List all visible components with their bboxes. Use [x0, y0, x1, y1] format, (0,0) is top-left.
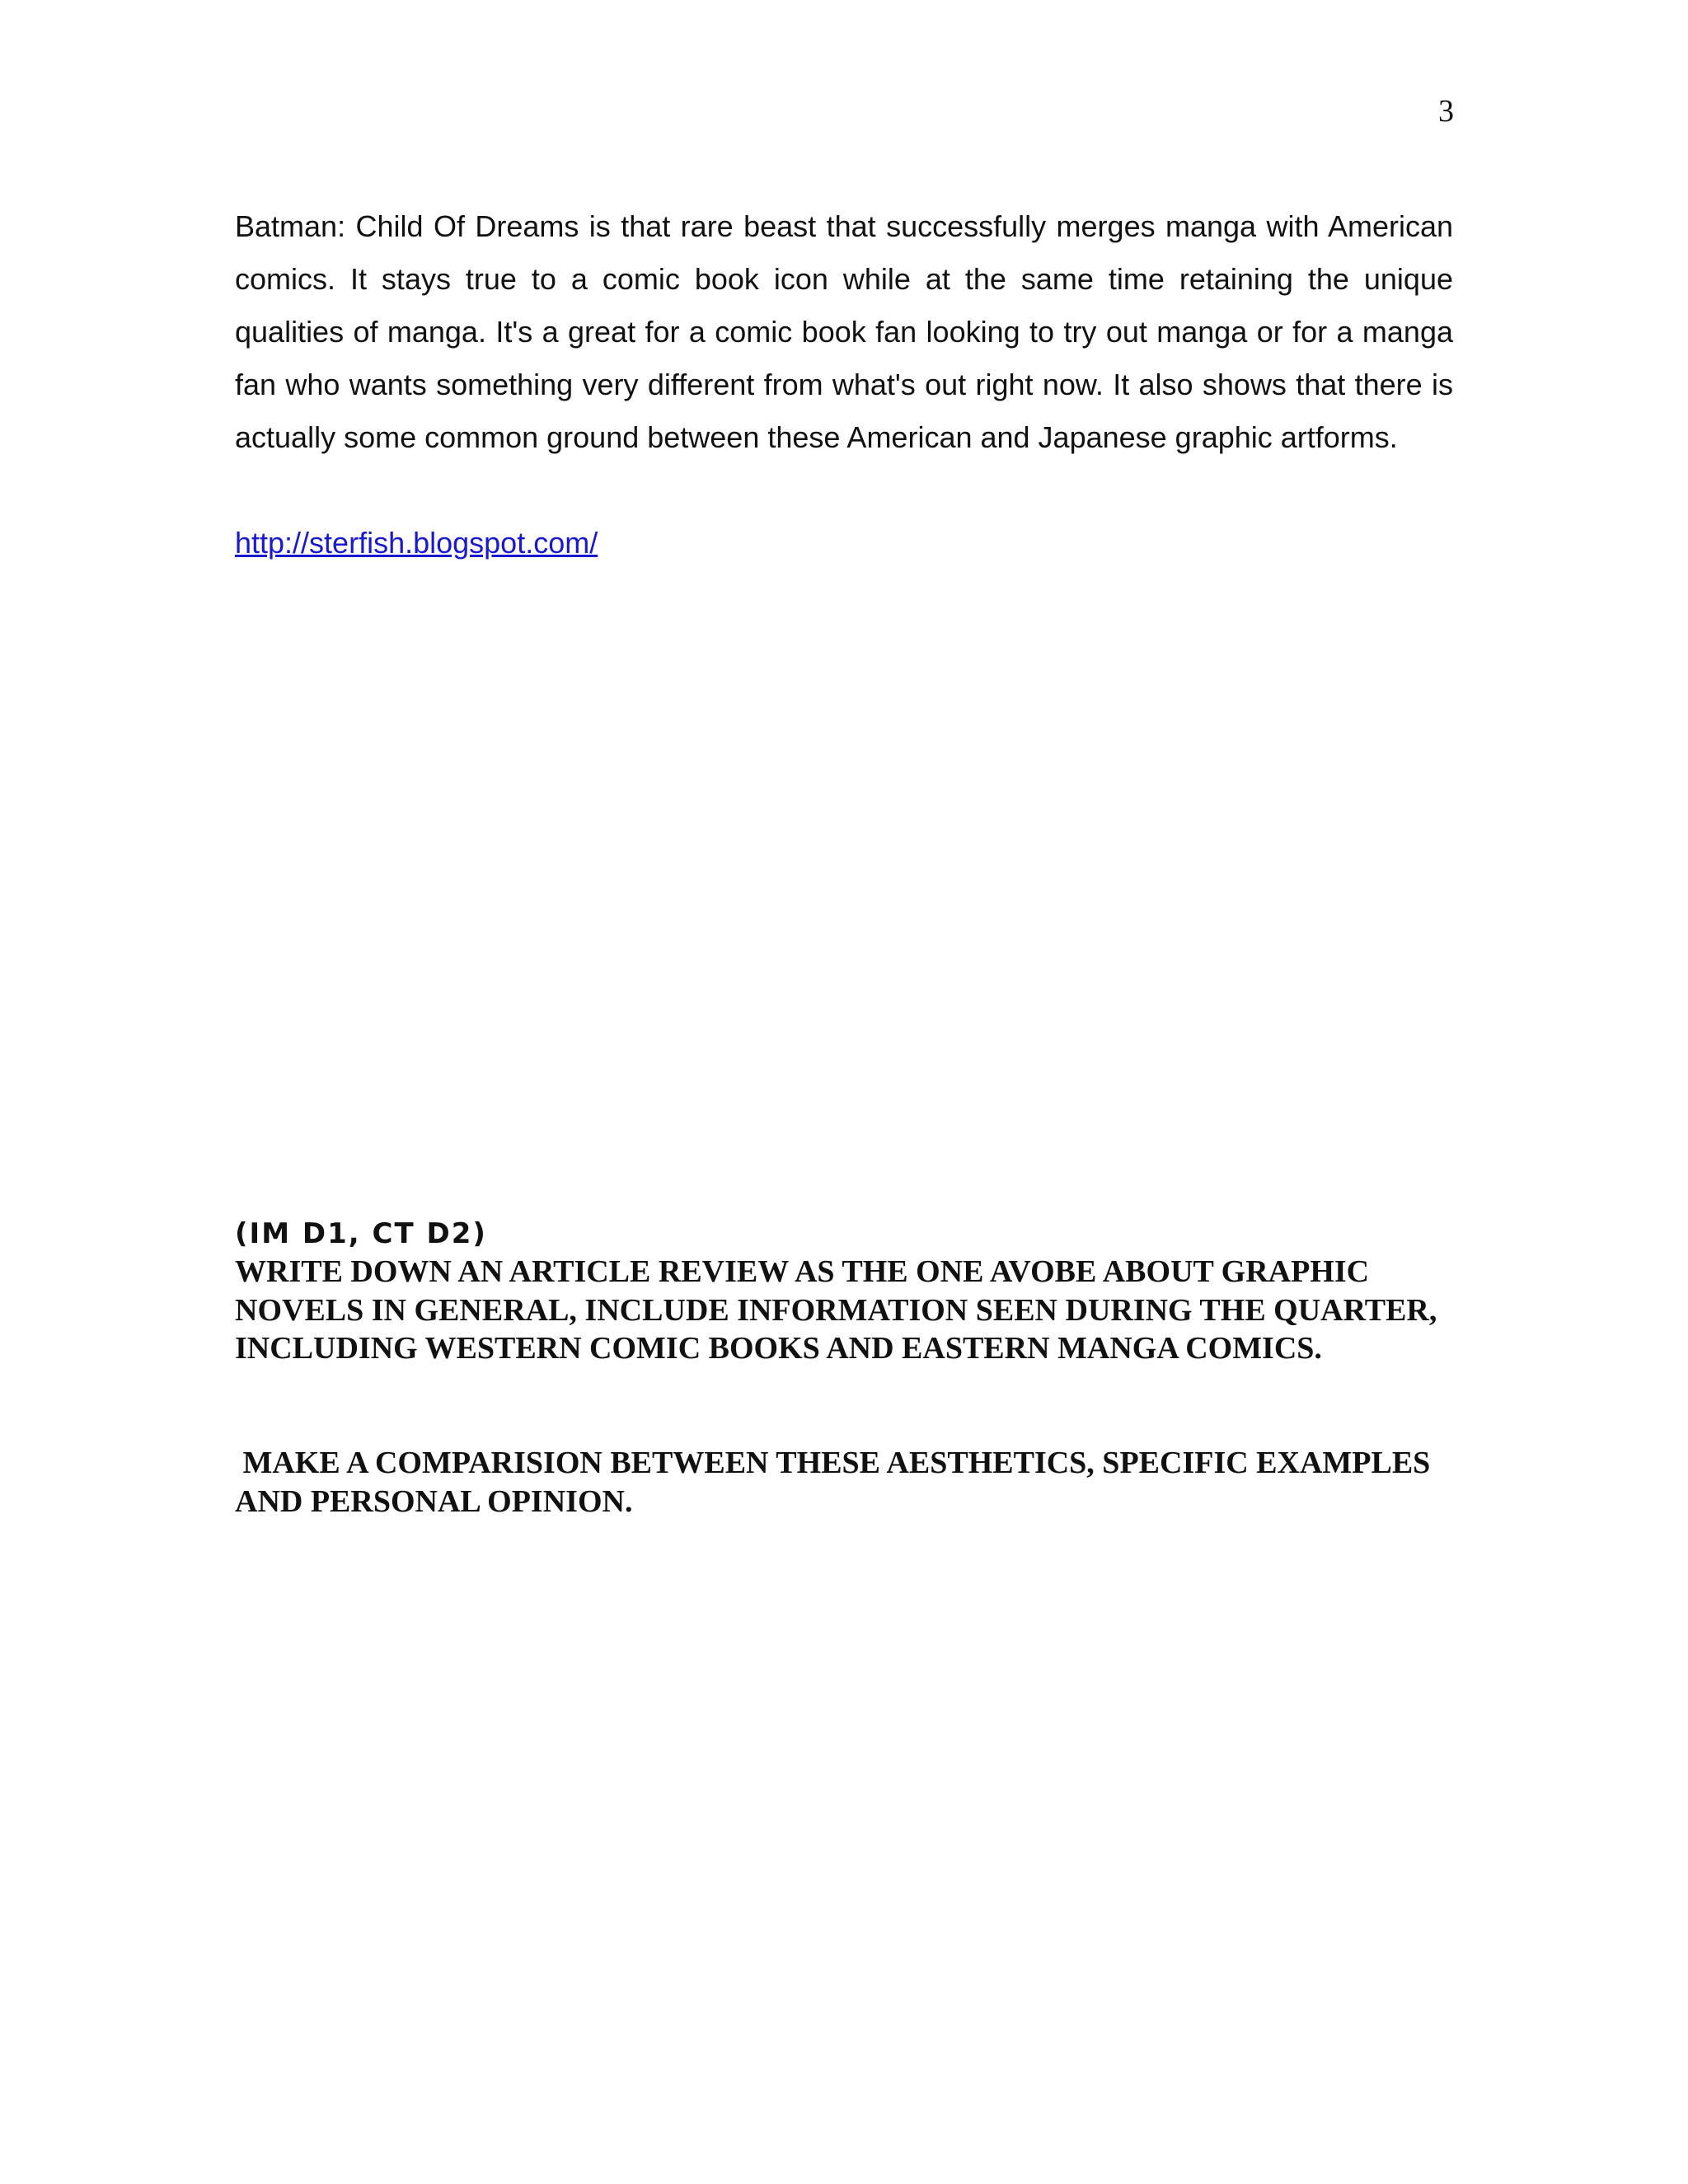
- article-paragraph: Batman: Child Of Dreams is that rare beast that successfully merges manga with American comics. It stays true to a comic book icon while at the same time retaining the unique qualities of manga. It's a great for a comic book fan looking to try out manga or for a manga fan who wants something very different from what's out right now. It also shows that there is actually some common ground between these American and Japanese graphic artforms.: [235, 209, 1453, 454]
- assignment-instruction-review: WRITE DOWN AN ARTICLE REVIEW AS THE ONE AVOBE ABOUT GRAPHIC NOVELS IN GENERAL, INCLUDE INFORMATION SEEN DURING THE QUARTER, INCLUDING WESTERN COMIC BOOKS AND EASTERN MANGA COMICS.: [235, 1254, 1437, 1366]
- page-number: 3: [1438, 94, 1454, 129]
- assignment-code: (IM D1, CT D2): [235, 1217, 487, 1250]
- assignment-instruction-comparison: MAKE A COMPARISION BETWEEN THESE AESTHETICS, SPECIFIC EXAMPLES AND PERSONAL OPINION.: [235, 1446, 1437, 1519]
- source-link[interactable]: http://sterfish.blogspot.com/: [235, 526, 598, 560]
